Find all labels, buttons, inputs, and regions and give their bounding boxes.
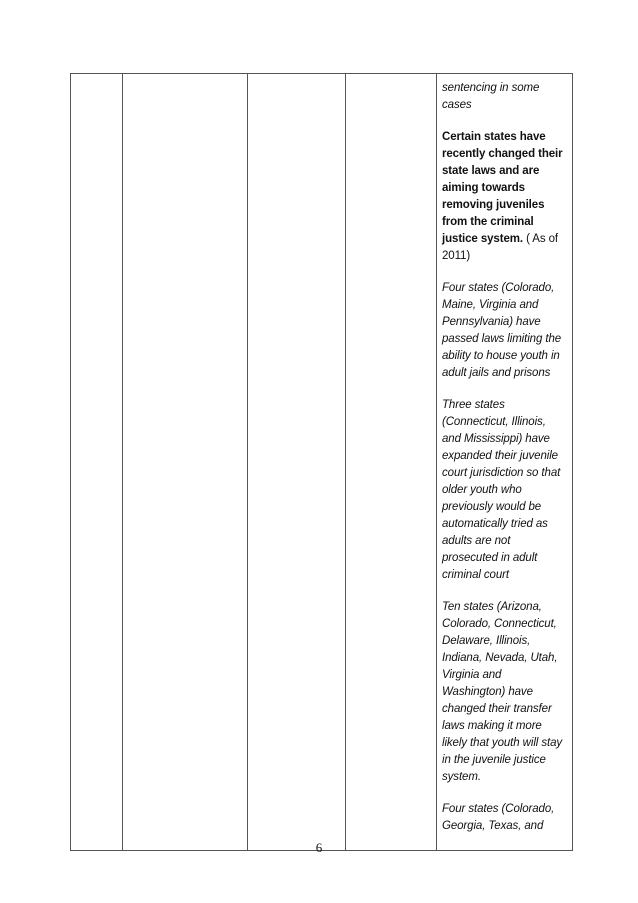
paragraph-four-states-jails: Four states (Colorado, Maine, Virginia and Pennsylvania) have passed laws limiting the ability to house youth in adult jails and prisons bbox=[442, 282, 562, 379]
paragraph-sentencing: sentencing in some cases bbox=[442, 82, 540, 111]
as-of-note: ( As of 2011) bbox=[442, 233, 558, 262]
table-cell-col4 bbox=[346, 74, 437, 851]
bold-statement: Certain states have recently changed their state laws and are aiming towards removing juveniles from the criminal justice system. bbox=[442, 131, 563, 245]
table-row bbox=[71, 74, 573, 851]
table-cell-col3 bbox=[248, 74, 346, 851]
page-number: 6 bbox=[315, 840, 323, 855]
paragraph-three-states: Three states (Connecticut, Illinois, and Mississippi) have expanded their juvenile court jurisdiction so that older youth who previously would be automatically tried as adults are not prosecuted in adult criminal court bbox=[442, 399, 561, 581]
cell-text bbox=[437, 74, 572, 835]
paragraph-state-laws bbox=[442, 129, 567, 265]
table-cell-col1 bbox=[71, 74, 123, 851]
table-cell-col5 bbox=[437, 74, 573, 851]
paragraph-four-states-continued: Four states (Colorado, Georgia, Texas, and bbox=[442, 803, 555, 832]
document-table bbox=[70, 73, 573, 851]
paragraph-ten-states: Ten states (Arizona, Colorado, Connecticut, Delaware, Illinois, Indiana, Nevada, Utah, Virginia and Washington) have changed their transfer laws making it more likely that youth will stay in the juvenile justice system. bbox=[442, 601, 563, 783]
table-cell-col2 bbox=[123, 74, 248, 851]
